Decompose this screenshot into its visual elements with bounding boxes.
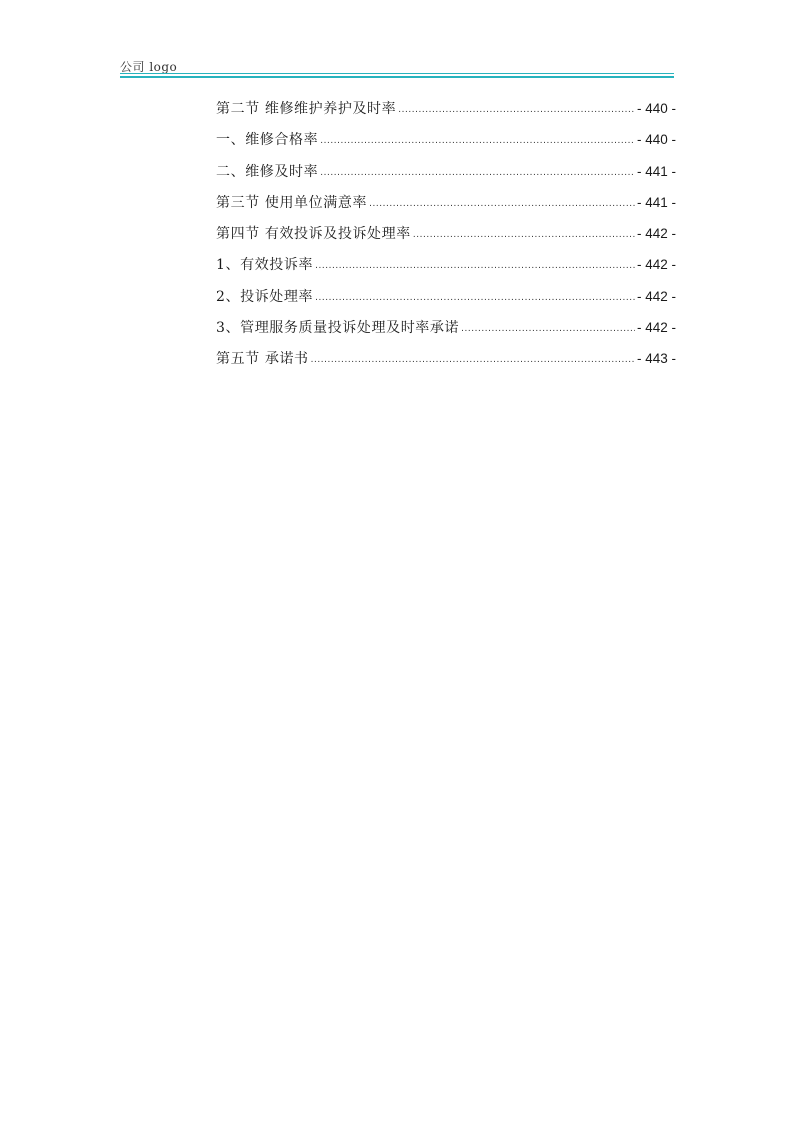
header-rule-thick [120, 76, 674, 78]
toc-leader-dots [413, 225, 635, 245]
toc-leader-dots [320, 163, 635, 183]
toc-entry-title: 1、有效投诉率 [216, 257, 314, 274]
toc-entry[interactable] [216, 224, 676, 255]
toc-entry-title: 2、投诉处理率 [216, 288, 314, 305]
toc-entry-title: 二、维修及时率 [216, 163, 319, 180]
toc-entry-page: - 443 - [636, 351, 676, 367]
toc-entry-title: 第五节 承诺书 [216, 351, 309, 368]
header-rule [120, 73, 674, 74]
toc-leader-dots [369, 194, 635, 214]
toc-entry-page: - 442 - [636, 257, 676, 273]
table-of-contents [216, 99, 676, 381]
header-logo-text: 公司 logo [120, 60, 178, 74]
toc-entry[interactable] [216, 318, 676, 349]
toc-entry[interactable] [216, 99, 676, 130]
toc-entry[interactable] [216, 162, 676, 193]
toc-leader-dots [315, 288, 635, 308]
page-header [120, 58, 674, 82]
toc-entry-page: - 441 - [636, 194, 676, 210]
toc-entry-page: - 442 - [636, 320, 676, 336]
toc-entry-title: 3、管理服务质量投诉处理及时率承诺 [216, 320, 460, 337]
toc-leader-dots [461, 319, 635, 339]
toc-entry-title: 第三节 使用单位满意率 [216, 194, 368, 211]
toc-leader-dots [398, 100, 635, 120]
toc-entry-title: 一、维修合格率 [216, 132, 319, 149]
toc-entry-page: - 441 - [636, 163, 676, 179]
toc-leader-dots [311, 350, 635, 370]
toc-leader-dots [315, 256, 635, 276]
toc-leader-dots [320, 131, 635, 151]
toc-entry[interactable] [216, 349, 676, 380]
toc-entry-page: - 440 - [636, 132, 676, 148]
toc-entry[interactable] [216, 193, 676, 224]
toc-entry-page: - 442 - [636, 288, 676, 304]
toc-entry[interactable] [216, 130, 676, 161]
toc-entry[interactable] [216, 287, 676, 318]
toc-entry-title: 第四节 有效投诉及投诉处理率 [216, 226, 411, 243]
toc-entry-page: - 442 - [636, 226, 676, 242]
toc-entry-title: 第二节 维修维护养护及时率 [216, 101, 397, 117]
toc-entry[interactable] [216, 255, 676, 286]
toc-entry-page: - 440 - [636, 101, 676, 116]
